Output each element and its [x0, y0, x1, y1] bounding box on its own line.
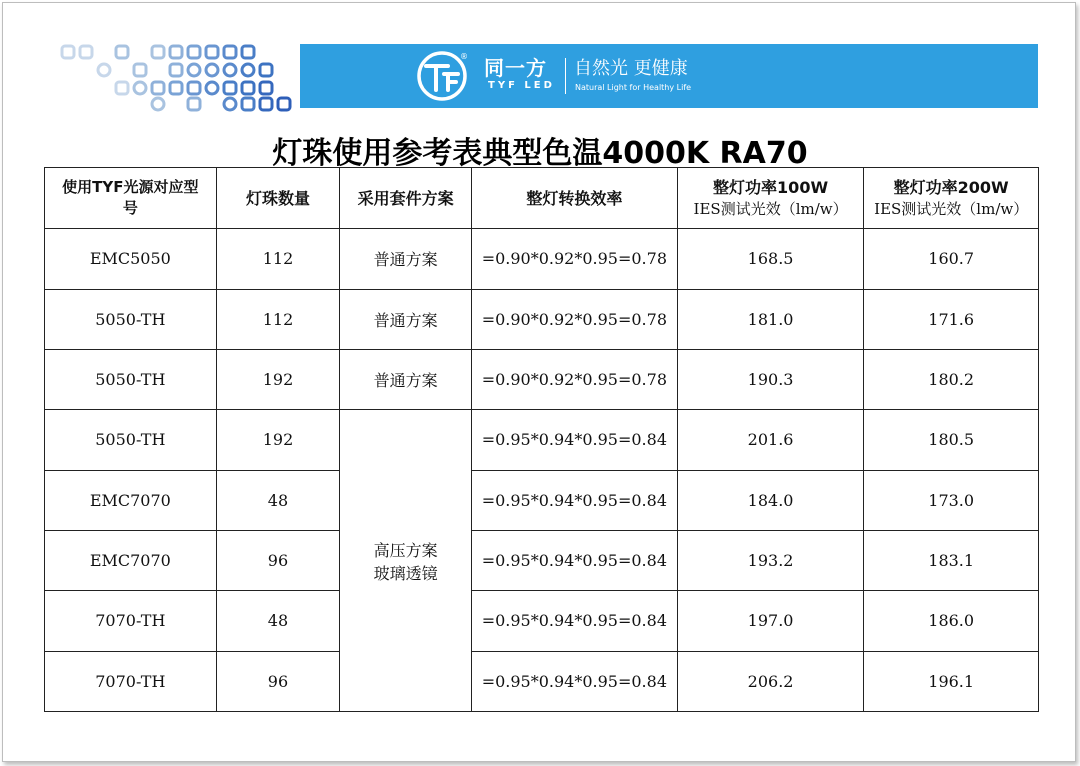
tyf-logo-icon	[414, 50, 474, 102]
cell-efficiency: =0.90*0.92*0.95=0.78	[471, 349, 677, 409]
cell-power-100w: 190.3	[677, 349, 864, 409]
cell-efficiency: =0.90*0.92*0.95=0.78	[471, 289, 677, 349]
registered-mark: ®	[460, 52, 468, 61]
brand-name-en: TYF LED	[488, 80, 555, 91]
cell-power-100w: 168.5	[677, 229, 864, 289]
header-power-200w: 整灯功率200W IES测试光效（lm/w）	[864, 168, 1039, 229]
cell-efficiency: =0.95*0.94*0.95=0.84	[471, 470, 677, 530]
cell-model: EMC7070	[45, 530, 217, 590]
cell-quantity: 192	[216, 349, 340, 409]
slogan-cn: 自然光 更健康	[574, 58, 688, 79]
cell-efficiency: =0.95*0.94*0.95=0.84	[471, 591, 677, 651]
header-efficiency: 整灯转换效率	[471, 168, 677, 229]
cell-quantity: 96	[216, 651, 340, 711]
cell-efficiency: =0.95*0.94*0.95=0.84	[471, 410, 677, 470]
cell-model: EMC7070	[45, 470, 217, 530]
cell-quantity: 192	[216, 410, 340, 470]
table-row	[45, 229, 1039, 289]
cell-efficiency: =0.90*0.92*0.95=0.78	[471, 229, 677, 289]
decorative-pattern	[58, 42, 318, 112]
cell-kit: 普通方案	[340, 349, 472, 409]
brand-name-cn: 同一方	[484, 56, 547, 80]
cell-power-200w: 171.6	[864, 289, 1039, 349]
logo-divider	[565, 58, 566, 94]
cell-power-200w: 180.5	[864, 410, 1039, 470]
cell-power-200w: 160.7	[864, 229, 1039, 289]
cell-power-200w: 183.1	[864, 530, 1039, 590]
cell-model: EMC5050	[45, 229, 217, 289]
cell-efficiency: =0.95*0.94*0.95=0.84	[471, 651, 677, 711]
cell-model: 7070-TH	[45, 651, 217, 711]
cell-quantity: 48	[216, 470, 340, 530]
table-row	[45, 349, 1039, 409]
cell-power-100w: 197.0	[677, 591, 864, 651]
cell-kit-merged: 高压方案 玻璃透镜	[340, 410, 472, 712]
cell-power-200w: 186.0	[864, 591, 1039, 651]
cell-power-100w: 181.0	[677, 289, 864, 349]
cell-power-100w: 206.2	[677, 651, 864, 711]
cell-kit: 普通方案	[340, 289, 472, 349]
header-kit: 采用套件方案	[340, 168, 472, 229]
reference-table	[44, 167, 1039, 712]
cell-quantity: 96	[216, 530, 340, 590]
cell-power-100w: 193.2	[677, 530, 864, 590]
page-title: 灯珠使用参考表典型色温4000K RA70	[272, 136, 808, 171]
cell-power-200w: 196.1	[864, 651, 1039, 711]
table-row	[45, 651, 1039, 711]
header-power-100w: 整灯功率100W IES测试光效（lm/w）	[677, 168, 864, 229]
company-logo	[414, 50, 714, 102]
header-quantity: 灯珠数量	[216, 168, 340, 229]
slogan-en: Natural Light for Healthy Life	[575, 83, 692, 92]
cell-model: 5050-TH	[45, 349, 217, 409]
header-source: 使用TYF光源对应型 号	[45, 168, 217, 229]
cell-quantity: 48	[216, 591, 340, 651]
cell-quantity: 112	[216, 229, 340, 289]
cell-kit: 普通方案	[340, 229, 472, 289]
cell-power-200w: 173.0	[864, 470, 1039, 530]
cell-power-100w: 201.6	[677, 410, 864, 470]
cell-model: 5050-TH	[45, 289, 217, 349]
table-row	[45, 470, 1039, 530]
table-header-row	[45, 168, 1039, 229]
cell-model: 7070-TH	[45, 591, 217, 651]
cell-quantity: 112	[216, 289, 340, 349]
cell-power-200w: 180.2	[864, 349, 1039, 409]
cell-efficiency: =0.95*0.94*0.95=0.84	[471, 530, 677, 590]
table-row	[45, 591, 1039, 651]
table-row	[45, 410, 1039, 470]
cell-model: 5050-TH	[45, 410, 217, 470]
cell-power-100w: 184.0	[677, 470, 864, 530]
table-row	[45, 530, 1039, 590]
table-row	[45, 289, 1039, 349]
